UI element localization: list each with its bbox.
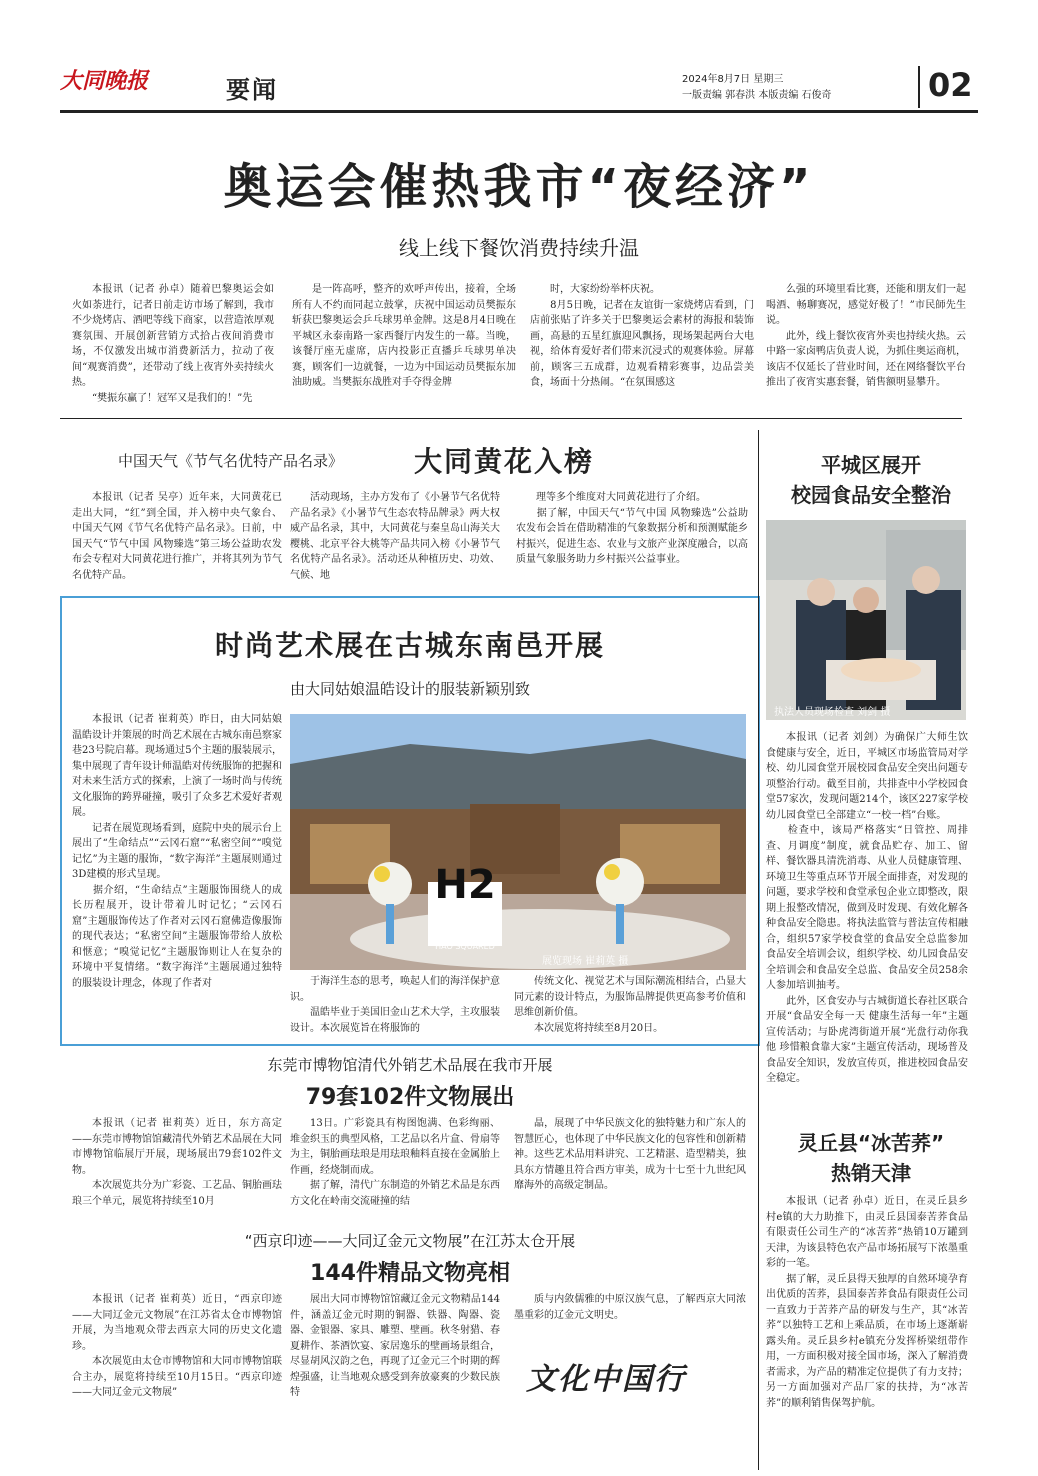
lead-col-2: 是一阵高呼，整齐的欢呼声传出，接着，全场所有人不约而同起立鼓掌，庆祝中国运动员樊振东斩获巴黎奥运会乒乓球男单金牌。这是8月4日晚在平城区永泰南路一家西餐厅内发生的一幕。当晚，该餐厅座无虚席，店内投影正直播乒乓球男单决赛，顾客们一边就餐，一边为中国运动员樊振东加油助威。当樊振东战胜对手夺得金牌 [292,284,516,388]
dongguan-headline: 79套102件文物展出 [305,1085,515,1110]
xijing-col-1: 本报讯（记者 崔莉英）近日，“西京印迹——大同辽金元文物展”在江苏省太仓市博物馆开展，为当地观众带去西京大同的历史文化遗珍。 本次展览由太仓市博物馆和大同市博物馆联合主办，展览将持续至10月15日。“西京印迹——大同辽金元文物展” [72,1294,282,1398]
page-number: 02 [928,66,973,104]
page-number-divider [918,66,920,108]
pingcheng-headline-line-1: 平城区展开 [821,453,921,477]
lead-col-4: 么强的环境里看比赛，还能和朋友们一起喝酒、畅聊赛况，感觉好极了！”市民師先生说。 此外，线上餐饮夜宵外卖也持续火热。云中路一家卤鸭店负责人说，为抓住奥运商机，该店不仅延长了营业时间，还在网络餐饮平台推出了夜宵实惠套餐，销售额明显攀升。 [766,284,966,388]
dongguan-col-1: 本报讯（记者 崔莉英）近日，东方高定——东莞市博物馆馆藏清代外销艺术品展在大同市博物馆临展厅开展，现场展出79套102件文物。 本次展览共分为广彩瓷、工艺品、铜胎画珐琅三个单元，展览将持续至10月 [72,1118,282,1207]
pingcheng-headline-line-2: 校园食品安全整治 [791,483,951,507]
h2-sculpture-text: H2 [434,862,496,908]
dongguan-col-3: 晶，展现了中华民族文化的独特魅力和广东人的智慧匠心，也体现了中华民族文化的包容性和创新精神。这些艺术品用料讲究、工艺精湛、造型精美，独具东方情趣且符合西方审美，成为十七至十九世纪风靡海外的高级定制品。 [514,1118,746,1191]
lead-col-3: 时，大家纷纷举杯庆祝。 8月5日晚，记者在友谊街一家烧烤店看到，门店前张贴了许多关于巴黎奥运会素材的海报和装饰画，高悬的五星红旗迎风飘扬，现场架起两台大电视，给体育爱好者们带来沉浸式的观赛体验。屏幕前，顾客三五成群，边观看精彩赛事，边品尝美食，场面十分热闹。“在氛围感这 [530,284,754,388]
exhibition-photo-caption: 展览现场 崔莉英 摄 [542,956,629,967]
xijing-col-2: 展出大同市博物馆馆藏辽金元文物精品144件，涵盖辽金元时期的铜器、铁器、陶器、瓷器、金银器、家具、雕塑、壁画。秋冬射猎、春夏耕作、茶酒饮宴、家居逸乐的壁画场景组合，尽显胡风汉韵之色，再现了辽金元三个时期的辉煌强盛，让当地观众感受到奔放豪爽的少数民族特 [290,1294,500,1398]
fashion-col-1: 本报讯（记者 崔莉英）昨日，由大同姑娘温皓设计并策展的时尚艺术展在古城东南邑察家巷23号院启幕。现场通过5个主题的服装展示，集中展现了青年设计师温皓对传统服饰的把握和对未来生活方式的探索，上演了一场时尚与传统文化服饰的跨界碰撞，吸引了众多艺术爱好者观展。 记者在展览现场看到，庭院中央的展示台上展出了“生命结点”“云冈石窟”“私密空间”“嗅觉记忆”为主题的服饰，“数字海洋”主题展则通过3D建模的形式呈现。 据介绍，“生命结点”主题服饰围绕人的成长历程展开，设计带着儿时记忆；“云冈石窟”主题服饰传达了作者对云冈石窟佛造像服饰的现代表达；“私密空间”主题服饰带给人放松和惬意；“嗅觉记忆”主题服饰则让人在复杂的环境中平复情绪。“数字海洋”主题展通过独特的服装设计理念，体现了作者对 [72,714,282,989]
fashion-headline: 时尚艺术展在古城东南邑开展 [214,629,605,662]
fashion-col-3: 传统文化、视觉艺术与国际潮流相结合，凸显大同元素的设计特点，为服饰品牌提供更高参考价值和思维创新价值。 本次展览将持续至8月20日。 [514,976,746,1034]
dongguan-kicker: 东莞市博物馆清代外销艺术品展在我市开展 [267,1056,553,1074]
lead-subheadline: 线上线下餐饮消费持续升温 [399,236,639,260]
xijing-kicker: “西京印迹——大同辽金元文物展”在江苏太仓开展 [244,1232,576,1250]
dongguan-col-2: 13日。广彩瓷具有构图饱满、色彩绚丽、堆金织玉的典型风格，工艺品以名片盒、骨扇等为主，铜胎画珐琅是用珐琅釉料直接在金属胎上作画，经烧制而成。 据了解，清代广东制造的外销艺术品是东西方文化在岭南交流碰撞的结 [290,1118,500,1207]
pingcheng-body: 本报讯（记者 刘剑）为确保广大师生饮食健康与安全，近日，平城区市场监管局对学校、幼儿园食堂开展校园食品安全突出问题专项整治行动。截至目前，共排查中小学校园食堂57家次，发现问题214个，该区227家学校幼儿园食堂已全部建立“一校一档”台账。 检查中，该局严格落实“日管控、周排查、月调度”制度，就食品贮存、加工、留样、餐饮器具清洗消毒、从业人员健康管理、环境卫生等重点环节开展全面排查，对发现的问题，要求学校和食堂承包企业立即整改，限期上报整改情况，做到及时发现、有效化解各种食品安全隐患。将执法监管与普法宣传相融合，组织57家学校食堂的食品安全总监参加食品安全培训会议，组织学校、幼儿园食品安全培训会和食品安全总监、食品安全员258余人参加培训抽考。 此外，区食安办与古城街道长春社区联合开展“食品安全每一天 健康生活每一年”主题宣传活动；与卧虎湾街道开展“光盘行动你我他 珍惜粮食靠大家”主题宣传活动，现场普及食品安全知识，发放宣传页，推进校园食品安全稳定。 [766,732,968,1084]
issue-meta [682,72,832,104]
huanghua-kicker: 中国天气《节气名优特产品名录》 [118,452,344,470]
section-title: 要闻 [226,76,278,104]
editors-line: 一版责编 郭春洪 本版责编 石俊奇 [682,90,832,101]
lingqiu-headline-line-1: 灵丘县“冰苦荞” [797,1131,945,1155]
fashion-subheadline: 由大同姑娘温皓设计的服装新颖别致 [289,680,530,698]
brand-sign: HAO SQUARED [435,942,495,951]
section-rule [60,418,962,419]
right-column-rule [758,430,759,1470]
huanghua-col-1: 本报讯（记者 吴亭）近年来，大同黄花已走出大同，“红”到全国，并入榜中央气象台、中国天气网《节气名优特产品名录》。日前，中国天气“节气中国 风物臻选”第三场公益助农发布会专程对大同黄花进行推广，并将其列为节气名优特产品。 [72,492,282,581]
huanghua-col-3: 理等多个维度对大同黄花进行了介绍。 据了解，中国天气“节气中国 风物臻选”公益助农发布会旨在借助精准的气象数据分析和预测赋能乡村振兴，促进生态、农业与文旅产业深度融合，以高质量气象服务助力乡村振兴公益事业。 [516,492,748,565]
exhibition-photo-illustration [290,714,746,970]
pingcheng-headline [762,450,980,510]
header-rule [60,110,978,113]
lingqiu-headline-line-2: 热销天津 [831,1161,911,1185]
lead-col-1: 本报讯（记者 孙卓）随着巴黎奥运会如火如荼进行，记者日前走访市场了解到，我市不少烧烤店、酒吧等线下商家，以营造浓厚观赛氛围、开展创新营销方式拾占夜间消费市场，不仅激发出城市消费新活力，拉动了夜间“观赛消费”，还带动了线上夜宵外卖持续火热。 “樊振东赢了！冠军又是我们的！”先 [72,284,274,404]
inspection-photo [766,520,966,720]
fashion-col-2: 于海洋生态的思考，唤起人们的海洋保护意识。 温皓毕业于美国旧金山艺术大学，主攻服装设计。本次展览旨在将服饰的 [290,976,500,1034]
exhibition-photo [290,714,746,970]
lead-headline: 奥运会催热我市“夜经济” [223,159,815,215]
newspaper-logo: 大同晚报 [60,69,149,94]
date-line: 2024年8月7日 星期三 [682,74,784,85]
lingqiu-body: 本报讯（记者 孙卓）近日，在灵丘县乡村e镇的大力助推下，由灵丘县国泰苦荞食品有限责任公司生产的“冰苦荞”热销10万罐到天津，为该县特色农产品市场拓展写下浓墨重彩的一笔。 据了解，灵丘县得天独厚的自然环境孕育出优质的苦荞，县国泰苦荞食品有限责任公司一直致力于苦荞产品的研发与生产，其“冰苦荞”以独特工艺和上乘品质，在市场上逐渐崭露头角。灵丘县乡村e镇充分发挥桥梁纽带作用，一方面积极对接全国市场，深入了解消费者需求，为产品的精准定位提供了有力支持；另一方面加强对产品厂家的扶持，为“冰苦荞”的顺利销售保驾护航。 [766,1196,968,1409]
inspection-photo-illustration [766,520,966,720]
xijing-headline: 144件精品文物亮相 [310,1261,510,1286]
huanghua-col-2: 活动现场，主办方发布了《小暑节气名优特产品名录》《小暑节气生态农特品牌录》两大权威产品名录，其中，大同黄花与秦皇岛山海关大樱桃、北京平谷大桃等产品共同入榜《小暑节气名优特产品名录》。活动还从种植历史、功效、气候、地 [290,492,500,581]
inspection-photo-caption: 执法人员现场检查 刘剑 摄 [774,707,891,718]
huanghua-headline: 大同黄花入榜 [414,445,595,478]
lingqiu-headline [762,1128,980,1188]
xijing-col-3: 质与内敛儒雅的中原汉族气息，了解西京大同浓墨重彩的辽金元文明史。 [514,1294,746,1321]
culture-column-stamp: 文化中国行 [526,1362,686,1397]
